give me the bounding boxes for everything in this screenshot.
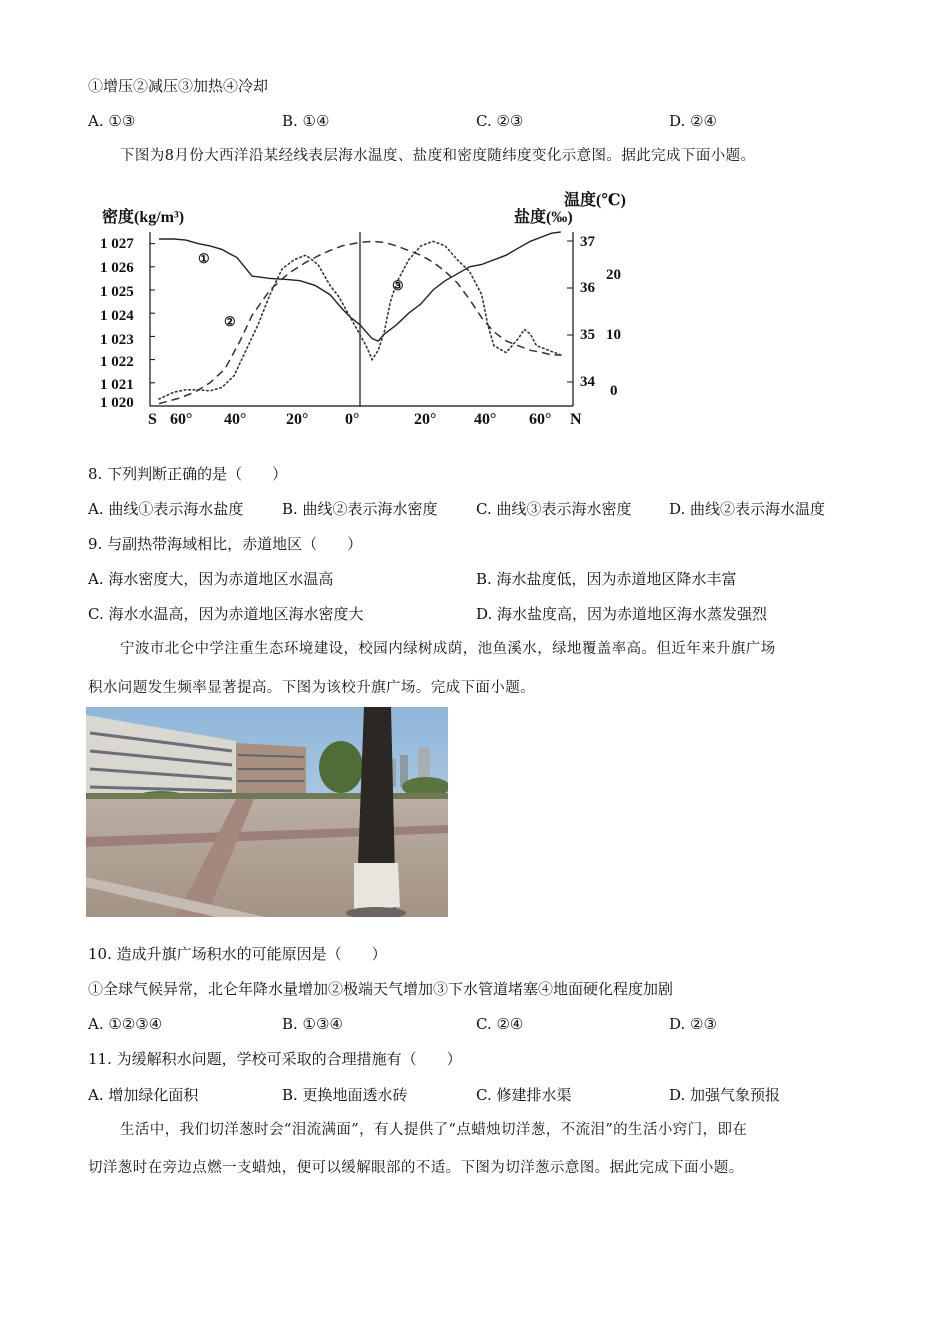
q8-option-c: C. 曲线③表示海水密度 — [476, 500, 632, 518]
q11-option-b: B. 更换地面透水砖 — [282, 1086, 408, 1104]
x-tick: S — [148, 411, 157, 428]
curve-marker: ③ — [392, 278, 404, 293]
intro-paragraph-2-line-1: 宁波市北仑中学注重生态环境建设，校园内绿树成荫，池鱼溪水，绿地覆盖率高。但近年来升旗广场 — [120, 641, 776, 657]
q8-option-a: A. 曲线①表示海水盐度 — [88, 500, 244, 518]
school-square-photo — [86, 707, 448, 917]
q10-option-b: B. ①③④ — [282, 1015, 343, 1033]
q7-option-b: B. ①④ — [282, 112, 330, 130]
salinity-tick: 35 — [580, 327, 595, 343]
temperature-tick: 10 — [606, 327, 621, 343]
left-tick: 1 021 — [100, 377, 134, 393]
q7-items: ①增压②减压③加热④冷却 — [88, 77, 269, 95]
x-tick: 60° — [170, 411, 193, 428]
q11-stem: 11. 为缓解积水问题，学校可采取的合理措施有（ ） — [88, 1050, 462, 1068]
curve-marker: ① — [198, 251, 210, 266]
right-tick-marks — [567, 241, 573, 382]
salinity-tick: 34 — [580, 374, 595, 390]
salinity-tick: 36 — [580, 280, 595, 296]
ocean-profile-chart — [88, 180, 648, 430]
q8-option-d: D. 曲线②表示海水温度 — [669, 500, 826, 518]
q9-option-d: D. 海水盐度高，因为赤道地区海水蒸发强烈 — [476, 605, 768, 623]
density-axis-title: 密度(kg/m³) — [102, 209, 185, 226]
q11-option-a: A. 增加绿化面积 — [88, 1086, 199, 1104]
q8-option-b: B. 曲线②表示海水密度 — [282, 500, 438, 518]
x-tick: N — [570, 411, 582, 428]
q9-option-a: A. 海水密度大，因为赤道地区水温高 — [88, 570, 334, 588]
left-tick-marks — [150, 244, 155, 406]
x-tick: 0° — [345, 411, 360, 428]
x-tick: 40° — [224, 411, 247, 428]
x-tick: 20° — [286, 411, 309, 428]
q9-stem: 9. 与副热带海域相比，赤道地区（ ） — [88, 535, 363, 553]
curve-label-3 — [392, 278, 404, 293]
temperature-tick-labels — [606, 267, 621, 399]
x-tick-labels — [148, 411, 582, 428]
q10-stem: 10. 造成升旗广场积水的可能原因是（ ） — [88, 945, 387, 963]
q8-stem: 8. 下列判断正确的是（ ） — [88, 465, 288, 483]
x-tick: 60° — [529, 411, 552, 428]
intro-paragraph-1: 下图为8月份大西洋沿某经线表层海水温度、盐度和密度随纬度变化示意图。据此完成下面小题。 — [120, 148, 756, 164]
temperature-tick: 0 — [610, 383, 618, 399]
q7-option-a: A. ①③ — [88, 112, 136, 130]
x-tick: 40° — [474, 411, 497, 428]
intro-paragraph-2-line-2: 积水问题发生频率显著提高。下图为该校升旗广场。完成下面小题。 — [88, 680, 535, 696]
q9-option-b: B. 海水盐度低，因为赤道地区降水丰富 — [476, 570, 737, 588]
q10-items: ①全球气候异常，北仑年降水量增加②极端天气增加③下水管道堵塞④地面硬化程度加剧 — [88, 980, 674, 998]
salinity-axis-title: 盐度(‰) — [514, 209, 573, 226]
left-tick: 1 025 — [100, 284, 134, 300]
salinity-tick-labels — [580, 234, 596, 390]
q10-option-a: A. ①②③④ — [88, 1015, 163, 1033]
x-tick: 20° — [414, 411, 437, 428]
curve-label-1 — [198, 251, 210, 266]
left-tick: 1 027 — [100, 236, 134, 252]
left-tick: 1 023 — [100, 332, 134, 348]
q7-option-d: D. ②④ — [669, 112, 717, 130]
q9-option-c: C. 海水水温高，因为赤道地区海水密度大 — [88, 605, 364, 623]
curve-label-2 — [224, 314, 236, 329]
q7-option-c: C. ②③ — [476, 112, 524, 130]
left-tick-labels — [100, 236, 134, 411]
curve-marker: ② — [224, 314, 236, 329]
left-tick: 1 026 — [100, 260, 134, 276]
q11-option-d: D. 加强气象预报 — [669, 1086, 781, 1104]
left-tick: 1 022 — [100, 354, 134, 370]
q11-option-c: C. 修建排水渠 — [476, 1086, 572, 1104]
intro-paragraph-3-line-1: 生活中，我们切洋葱时会“泪流满面”，有人提供了“点蜡烛切洋葱，不流泪”的生活小窍门，即在 — [120, 1122, 748, 1138]
q10-option-d: D. ②③ — [669, 1015, 717, 1033]
salinity-tick: 37 — [580, 234, 595, 250]
intro-paragraph-3-line-2: 切洋葱时在旁边点燃一支蜡烛，便可以缓解眼部的不适。下图为切洋葱示意图。据此完成下面小题。 — [88, 1160, 744, 1176]
q10-option-c: C. ②④ — [476, 1015, 524, 1033]
temperature-tick: 20 — [606, 267, 621, 283]
left-tick: 1 024 — [100, 308, 134, 324]
temperature-axis-title: 温度(℃) — [564, 192, 626, 209]
left-tick: 1 020 — [100, 395, 134, 411]
